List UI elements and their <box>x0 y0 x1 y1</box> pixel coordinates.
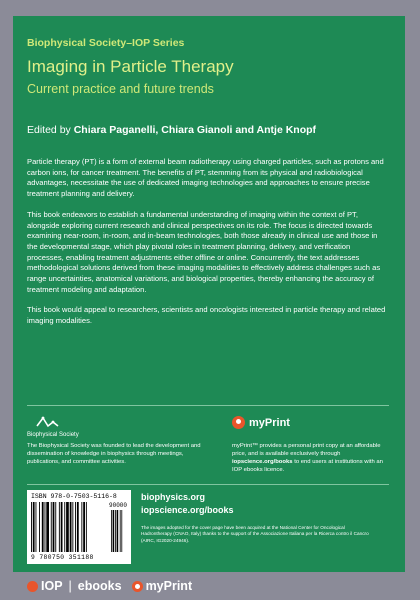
addon-bar <box>120 510 121 552</box>
barcode-bars <box>31 502 127 554</box>
divider-upper <box>27 405 389 406</box>
barcode-bar <box>33 502 35 552</box>
image-credit: The images adopted for the cover page have been acquired at the National Center for Oncological Hadrontherapy (CNAO, Italy) thanks to the support of the Associazione Italiana per la Ricerca contro il Cancro (AIRC, IG2020-24946). <box>141 525 369 543</box>
barcode-bar <box>75 502 76 552</box>
barcode-bar <box>46 502 49 552</box>
barcode-bar <box>45 502 46 552</box>
myprint-link[interactable]: iopscience.org/books <box>232 459 293 465</box>
barcode-bar <box>39 502 40 552</box>
barcode-bar <box>61 502 63 552</box>
bps-description: The Biophysical Society was founded to lead the development and dissemination of knowledge in biophysics through meetings, publications, and committee activities. <box>27 443 201 465</box>
barcode-bar <box>64 502 65 552</box>
divider-lower <box>27 484 389 485</box>
editors-line <box>27 124 316 136</box>
barcode-digits: 9 780750 351188 <box>31 554 94 561</box>
paragraph: Particle therapy (PT) is a form of external beam radiotherapy using charged particles, such as protons and carbon ions, for cancer treatment. The benefits of PT, stemming from its physical and radiobiological advantages, necessitate the use of dedicated imaging technologies and approaches to ensure precise treatment planning and delivery. <box>27 157 384 199</box>
myprint-description <box>232 442 392 474</box>
footer-myprint-text: myPrint <box>145 579 193 593</box>
book-title: Imaging in Particle Therapy <box>27 57 234 76</box>
iop-text: IOP <box>41 579 63 593</box>
barcode-bar <box>59 502 60 552</box>
addon-bar <box>121 510 122 552</box>
ebooks-text: ebooks <box>77 579 122 593</box>
barcode-bar <box>70 502 72 552</box>
barcode-bar <box>55 502 56 552</box>
urls <box>141 491 234 517</box>
addon-bar <box>113 510 115 552</box>
book-subtitle: Current practice and future trends <box>27 82 214 96</box>
paragraph: This book endeavors to establish a fundamental understanding of imaging within the context of PT, alongside exploring current research and clinical perspectives on its role. The focus is directed towards examining near-room, in-room, and in-beam technologies, both those already in clinical use and those in the developmental stage, which play pivotal roles in treatment planning, delivery, and verification processes, enabling treatment adjustments either offline or online. Concurrently, the text addresses methodological solutions derived from these imaging modalities to effectively address challenges such as range uncertainties, anatomical variations, and biological properties, thereby enhancing the accuracy of treatment modeling and adaptation. <box>27 209 381 294</box>
barcode-bar <box>51 502 52 552</box>
myprint-logo-text: myPrint <box>249 416 290 429</box>
barcode-bar <box>31 502 32 552</box>
url-iopscience[interactable]: iopscience.org/books <box>141 505 234 515</box>
addon-bar <box>117 510 119 552</box>
barcode-bar <box>36 502 37 552</box>
barcode-bar <box>42 502 44 552</box>
iop-logo <box>27 579 63 593</box>
barcode-bar <box>77 502 79 552</box>
url-biophysics[interactable]: biophysics.org <box>141 492 206 502</box>
footer-separator: | <box>68 579 72 593</box>
editors-prefix: Edited by <box>27 124 71 136</box>
myprint-logo <box>232 416 290 429</box>
barcode-bar <box>86 502 87 552</box>
addon-bar <box>111 510 112 552</box>
series-name: Biophysical Society–IOP Series <box>27 37 185 49</box>
barcode-bar <box>72 502 73 552</box>
barcode-bar <box>66 502 69 552</box>
barcode-addon: 90000 <box>109 502 128 509</box>
iop-dot-icon <box>27 581 38 592</box>
biophysical-society-logo <box>27 414 107 440</box>
addon-bar <box>115 510 116 552</box>
isbn-label: ISBN 978-0-7503-5116-8 <box>31 493 117 500</box>
barcode-bar <box>83 502 85 552</box>
bps-logo-text: Biophysical Society <box>27 432 79 438</box>
isbn-barcode <box>27 490 131 564</box>
myprint-icon <box>232 416 245 429</box>
barcode-bar <box>53 502 55 552</box>
barcode-bar <box>81 502 82 552</box>
myprint-desc-prefix: myPrint™ provides a personal print copy at an affordable price, and is available exclusively through <box>232 443 381 457</box>
myprint-desc-suffix: to end users at institutions with an IOP ebooks licence. <box>232 459 383 473</box>
editors-names: Chiara Paganelli, Chiara Gianoli and Antje Knopf <box>73 124 317 136</box>
footer-bar <box>0 572 420 600</box>
paragraph: This book would appeal to researchers, scientists and oncologists interested in particle therapy and related imaging modalities. <box>27 305 386 326</box>
myprint-footer-icon <box>132 581 143 592</box>
description <box>27 157 389 337</box>
